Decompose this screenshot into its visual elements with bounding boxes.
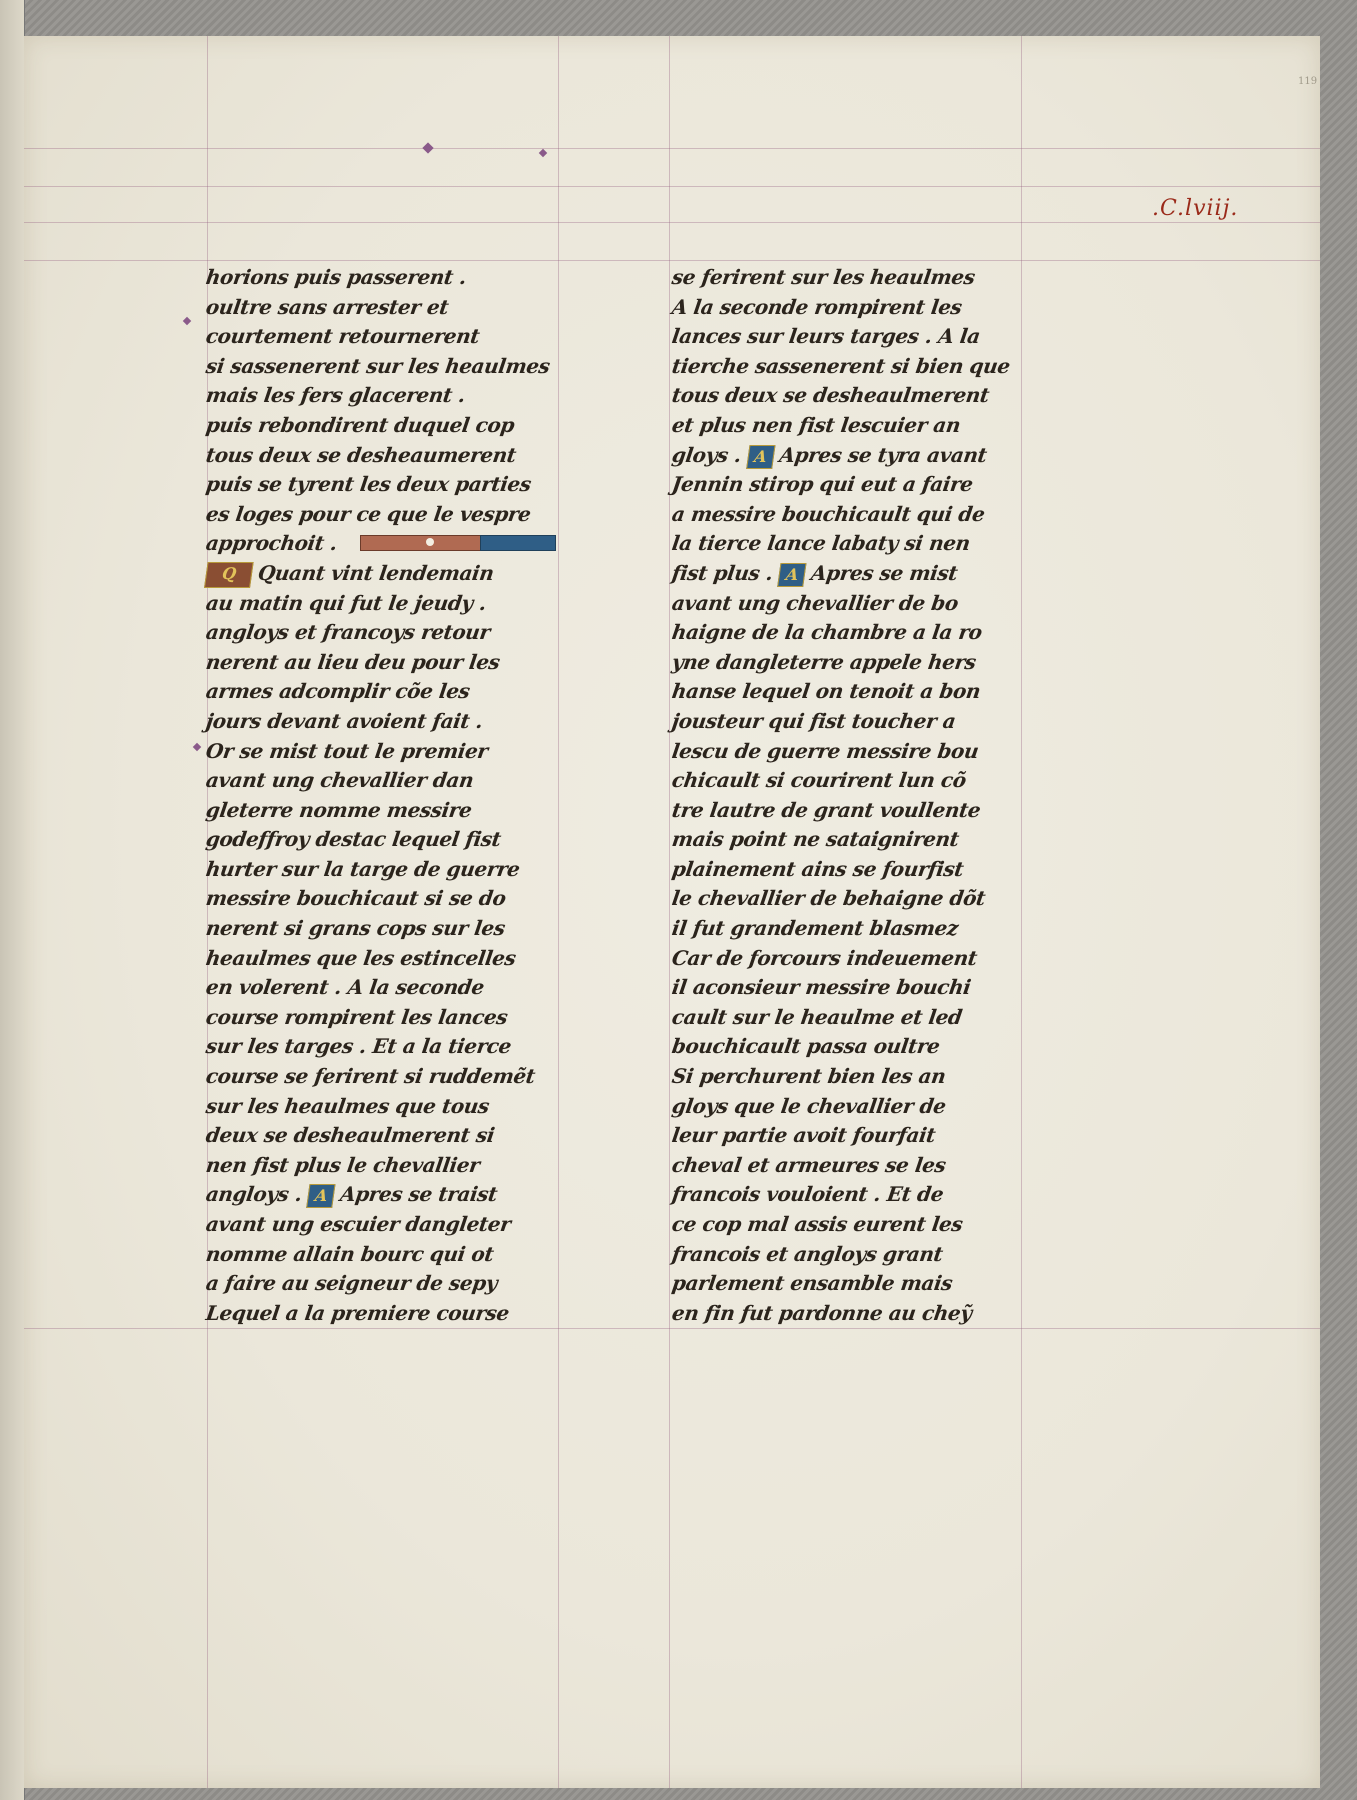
text-line: hurter sur la targe de guerre [204,856,522,881]
text-line: leur partie avoit fourfait [670,1123,937,1148]
text-line: godeffroy destac lequel fist [204,827,503,852]
text-line: il aconsieur messire bouchi [670,975,973,1000]
folio-mark: .C.lviij. [1152,196,1239,221]
text-line: parlement ensamble mais [670,1271,954,1296]
text-line: tre lautre de grant voullente [670,797,983,822]
ruling-line [24,260,1320,261]
text-line: Jennin stirop qui eut a faire [670,472,975,497]
illuminated-initial: A [777,562,806,586]
text-line: le chevallier de behaigne dõt [670,886,987,911]
text-line: hanse lequel on tenoit a bon [670,679,983,704]
text-line: approchoit . [204,531,339,556]
text-line: Apres se tyra avant [777,442,989,467]
pen-mark [193,743,201,751]
text-line: au matin qui fut le jeudy . [204,590,488,615]
text-line: sur les targes . Et a la tierce [204,1034,513,1059]
text-line: Si perchurent bien les an [670,1064,948,1089]
text-line: cheval et armeures se les [670,1152,948,1177]
text-line: et plus nen fist lescuier an [670,412,962,437]
text-line: il fut grandement blasmez [670,916,960,941]
text-line: haigne de la chambre a la ro [670,620,984,645]
text-line: tous deux se desheaumerent [204,442,518,467]
text-line: a messire bouchicault qui de [670,501,987,526]
text-line: avant ung escuier dangleter [204,1212,513,1236]
text-line: se ferirent sur les heaulmes [670,265,977,289]
pen-mark [183,317,191,325]
text-line: courtement retournerent [204,324,482,349]
text-line: nerent si grans cops sur les [204,916,507,941]
text-line: yne dangleterre appele hers [670,649,978,674]
text-line: bouchicault passa oultre [670,1034,942,1059]
text-line: nomme allain bourc qui ot [204,1241,496,1266]
text-line: en fin fut pardonne au cheỹ [670,1300,974,1325]
pen-mark [539,149,547,157]
text-line: fist plus . [670,560,775,585]
illuminated-initial: Q [204,561,254,587]
text-line: oultre sans arrester et [204,294,450,319]
text-line: puis se tyrent les deux parties [204,472,533,497]
text-line: nen fist plus le chevallier [204,1152,482,1177]
text-line: francois et angloys grant [670,1241,945,1266]
text-line: horions puis passerent . [204,265,468,289]
text-line: puis rebondirent duquel cop [204,412,516,437]
text-line: nerent au lieu deu pour les [204,649,502,674]
text-line: gloys que le chevallier de [670,1093,948,1118]
folio-number: 119 [1298,76,1318,87]
text-line: lances sur leurs targes . A la [670,324,982,349]
text-line: heaulmes que les estincelles [204,945,518,970]
text-line: course rompirent les lances [204,1004,509,1029]
right-text-column [672,263,1052,1328]
text-line: deux se desheaulmerent si [204,1123,496,1148]
text-line: tierche sassenerent si bien que [670,353,1012,378]
text-line: avant ung chevallier de bo [670,590,960,615]
text-line: avant ung chevallier dan [204,768,476,793]
left-text-column [206,263,586,1328]
previous-page-edge [0,0,25,1800]
text-line: A la seconde rompirent les [670,294,964,319]
text-line: a faire au seigneur de sepy [204,1271,499,1296]
text-line: Apres se traist [338,1182,499,1207]
text-line-with-initial [204,1180,588,1210]
text-line: course se ferirent si ruddemẽt [204,1064,537,1089]
text-line: la tierce lance labaty si nen [670,531,972,556]
text-line: Car de forcours indeuement [670,945,979,970]
text-line: gloys . [670,442,743,467]
text-line: sur les heaulmes que tous [204,1093,491,1118]
text-line-with-initial [204,559,588,589]
ruling-line [24,148,1320,149]
text-line: Lequel a la premiere course [204,1300,511,1325]
text-line: angloys . [204,1182,304,1207]
text-line: es loges pour ce que le vespre [204,501,533,526]
text-line: plainement ains se fourfist [670,856,966,881]
text-line: cault sur le heaulme et led [670,1004,964,1029]
text-line: armes adcomplir cõe les [204,679,472,704]
text-line: tous deux se desheaulmerent [670,383,991,408]
text-line: gleterre nomme messire [204,797,474,822]
text-line: Or se mist tout le premier [204,738,490,763]
text-line: mais les fers glacerent . [204,383,467,408]
text-line: Apres se mist [809,560,959,585]
text-line: mais point ne sataignirent [670,827,961,852]
text-line: francois vouloient . Et de [670,1182,945,1207]
text-line: jours devant avoient fait . [204,708,485,733]
text-line: Quant vint lendemain [256,560,496,585]
text-line-with-initial [670,441,1054,471]
text-line: en volerent . A la seconde [204,975,486,1000]
text-line: messire bouchicaut si se do [204,886,508,911]
text-line: angloys et francoys retour [204,620,492,645]
text-line: si sassenerent sur les heaulmes [204,353,552,378]
pen-mark [422,142,433,153]
text-line: chicault si courirent lun cõ [670,768,968,793]
text-line-with-initial [670,559,1054,589]
text-line: ce cop mal assis eurent les [670,1212,965,1236]
ruling-line [24,222,1320,223]
ruling-line [24,186,1320,187]
text-line: jousteur qui fist toucher a [670,708,958,733]
text-line: lescu de guerre messire bou [670,738,981,763]
illuminated-initial: A [746,444,775,468]
illuminated-initial: A [306,1184,335,1208]
